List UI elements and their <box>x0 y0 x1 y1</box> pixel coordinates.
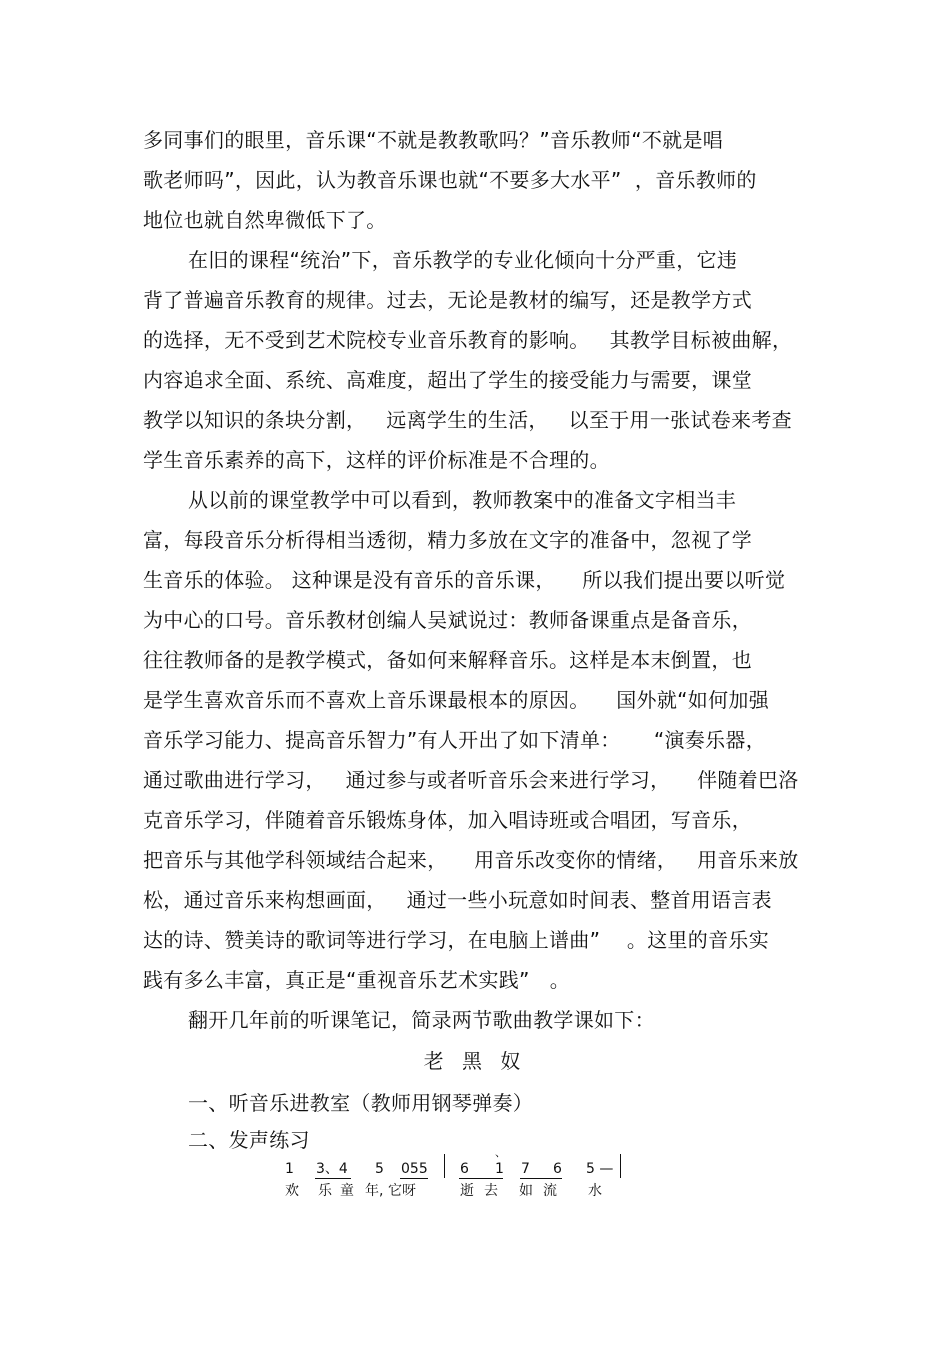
beam-line <box>459 1178 503 1179</box>
text-line: 松，通过音乐来构想画面， 通过一些小玩意如时间表、整首用语言表 <box>143 888 772 912</box>
text-line: 达的诗、赞美诗的歌词等进行学习，在电脑上谱曲” 。这里的音乐实 <box>143 928 769 952</box>
lyric: 欢 <box>285 1183 299 1199</box>
text-line: 践有多么丰富，真正是“重视音乐艺术实践” 。 <box>143 968 570 992</box>
text-line: 翻开几年前的听课笔记，简录两节歌曲教学课如下： <box>188 1008 655 1032</box>
lyric: 水 <box>588 1183 602 1199</box>
note: 1 <box>495 1161 504 1177</box>
text-line: 音乐学习能力、提高音乐智力”有人开出了如下清单： “演奏乐器， <box>143 728 767 752</box>
note: 055 <box>401 1161 428 1177</box>
text-line: 歌老师吗”，因此，认为教音乐课也就“不要多大水平” ，音乐教师的 <box>143 168 757 192</box>
text-line: 从以前的课堂教学中可以看到，教师教案中的准备文字相当丰 <box>188 488 737 512</box>
note: 5 <box>375 1161 384 1177</box>
note: 6 <box>553 1161 562 1177</box>
text-line: 内容追求全面、系统、高难度，超出了学生的接受能力与需要，课堂 <box>143 368 752 392</box>
bar-line <box>444 1154 445 1178</box>
beam-line <box>400 1178 428 1179</box>
note: 1 <box>285 1161 294 1177</box>
lyric: 逝 <box>460 1183 474 1199</box>
text-line: 的选择，无不受到艺术院校专业音乐教育的影响。 其教学目标被曲解， <box>143 328 793 352</box>
song-title: 老 黑 奴 <box>423 1049 527 1073</box>
lyric: 童 <box>340 1183 354 1199</box>
text-line: 背了普遍音乐教育的规律。过去，无论是教材的编写，还是教学方式 <box>143 288 752 312</box>
note: 6 <box>460 1161 469 1177</box>
accent-mark: 、 <box>495 1146 506 1159</box>
text-line: 为中心的口号。音乐教材创编人吴斌说过：教师备课重点是备音乐， <box>143 608 752 632</box>
text-line: 把音乐与其他学科领域结合起来， 用音乐改变你的情绪， 用音乐来放 <box>143 848 799 872</box>
lyric: 如 <box>519 1183 533 1199</box>
step-item: 一、听音乐进教室（教师用钢琴弹奏） <box>188 1091 534 1115</box>
note: 3、4 <box>316 1161 348 1177</box>
text-line: 是学生喜欢音乐而不喜欢上音乐课最根本的原因。 国外就“如何加强 <box>143 688 769 712</box>
lyric: 乐 <box>318 1183 332 1199</box>
text-line: 通过歌曲进行学习， 通过参与或者听音乐会来进行学习， 伴随着巴洛 <box>143 768 799 792</box>
lyric: 流 <box>543 1183 557 1199</box>
note: 7 <box>521 1161 530 1177</box>
beam-line <box>520 1178 562 1179</box>
lyric: 去 <box>484 1183 498 1199</box>
text-line: 生音乐的体验。 这种课是没有音乐的音乐课， 所以我们提出要以听觉 <box>143 568 786 592</box>
note: 5 — <box>586 1161 614 1177</box>
text-line: 地位也就自然卑微低下了。 <box>143 208 387 232</box>
text-line: 在旧的课程“统治”下，音乐教学的专业化倾向十分严重，它违 <box>188 248 738 272</box>
lyric: 年, <box>365 1183 384 1199</box>
text-line: 克音乐学习，伴随着音乐锻炼身体，加入唱诗班或合唱团，写音乐， <box>143 808 752 832</box>
text-line: 往往教师备的是教学模式，备如何来解释音乐。这样是本末倒置，也 <box>143 648 752 672</box>
text-line: 多同事们的眼里，音乐课“不就是教教歌吗？”音乐教师“不就是唱 <box>143 128 724 152</box>
step-item: 二、发声练习 <box>188 1128 310 1152</box>
lyric: 它呀 <box>388 1183 416 1199</box>
text-line: 教学以知识的条块分割， 远离学生的生活， 以至于用一张试卷来考查 <box>143 408 792 432</box>
numbered-notation <box>270 1146 670 1206</box>
text-line: 富，每段音乐分析得相当透彻，精力多放在文字的准备中，忽视了学 <box>143 528 752 552</box>
beam-line <box>315 1178 351 1179</box>
bar-line <box>620 1154 621 1178</box>
text-line: 学生音乐素养的高下，这样的评价标准是不合理的。 <box>143 448 610 472</box>
